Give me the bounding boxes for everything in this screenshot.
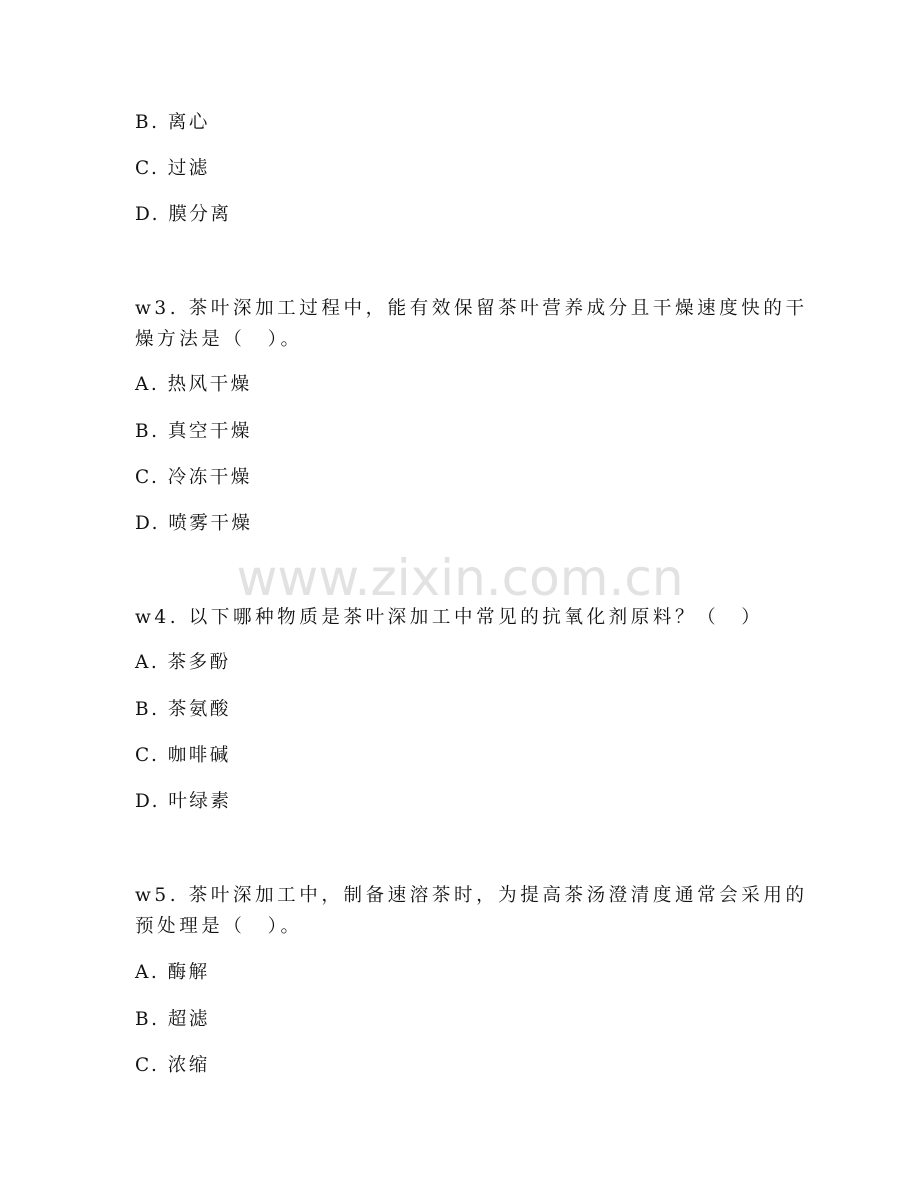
q5-option-a: A. 酶解 [135, 962, 210, 983]
question-4-line-1: w4. 以下哪种物质是茶叶深加工中常见的抗氧化剂原料？（ ） [135, 607, 764, 628]
question-3-line-2: 燥方法是（ ）。 [135, 329, 303, 350]
option-b-prev: B. 离心 [135, 112, 210, 133]
q3-option-a: A. 热风干燥 [135, 374, 252, 395]
q4-option-a: A. 茶多酚 [135, 652, 231, 673]
q4-option-b: B. 茶氨酸 [135, 699, 231, 720]
q5-option-b: B. 超滤 [135, 1009, 210, 1030]
q4-option-d: D. 叶绿素 [135, 791, 232, 812]
question-3-line-1: w3. 茶叶深加工过程中，能有效保留茶叶营养成分且干燥速度快的干 [135, 298, 808, 319]
question-5-line-1: w5. 茶叶深加工中，制备速溶茶时，为提高茶汤澄清度通常会采用的 [135, 885, 808, 906]
q3-option-d: D. 喷雾干燥 [135, 513, 253, 534]
q4-option-c: C. 咖啡碱 [135, 745, 231, 766]
q3-option-b: B. 真空干燥 [135, 421, 252, 442]
q3-option-c: C. 冷冻干燥 [135, 467, 252, 488]
option-c-prev: C. 过滤 [135, 158, 210, 179]
watermark: www.zixin.com.cn [236, 549, 684, 607]
q5-option-c: C. 浓缩 [135, 1055, 210, 1076]
question-5-line-2: 预处理是（ ）。 [135, 916, 303, 937]
option-d-prev: D. 膜分离 [135, 204, 232, 225]
